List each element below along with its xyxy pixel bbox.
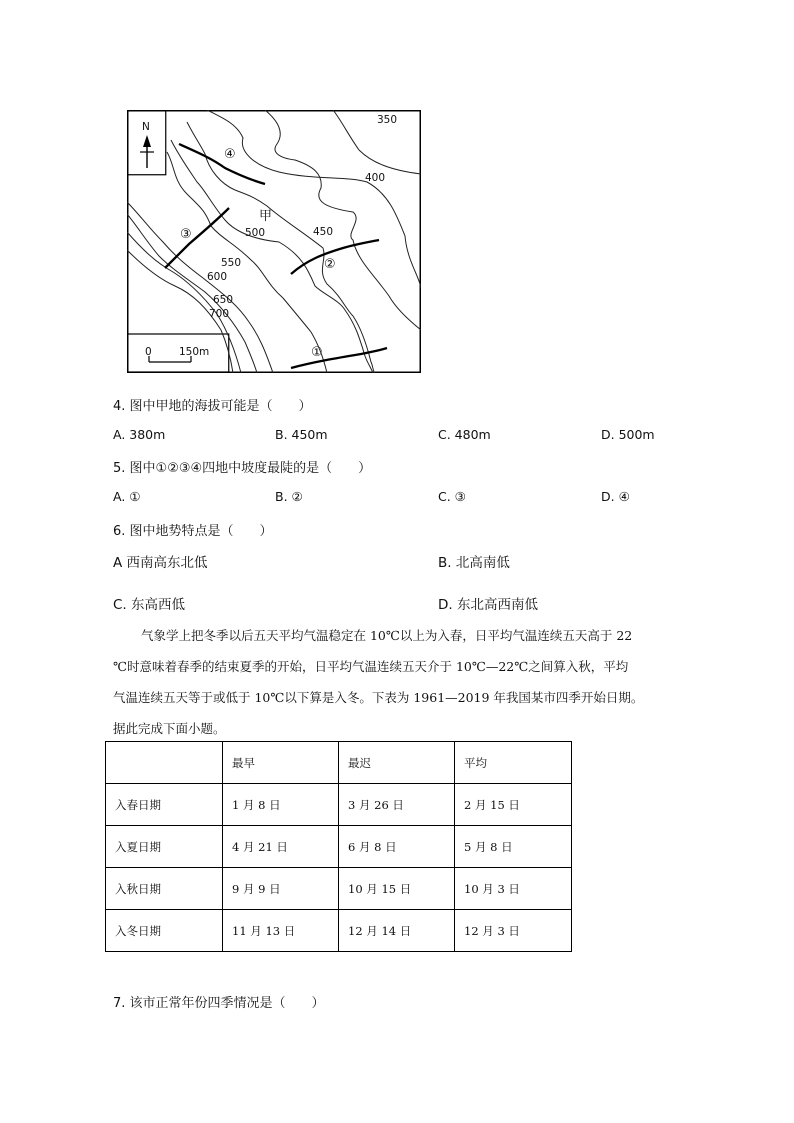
question-5-stem: 5. 图中①②③④四地中坡度最陡的是（ ）	[113, 461, 372, 476]
question-6-stem: 6. 图中地势特点是（ ）	[113, 524, 273, 539]
table-cell: 10 月 3 日	[455, 868, 572, 910]
question-4-option-c[interactable]: C. 480m	[438, 427, 491, 442]
table-cell: 12 月 14 日	[339, 910, 455, 952]
table-cell: 6 月 8 日	[339, 826, 455, 868]
table-row	[106, 910, 572, 952]
table-row	[106, 868, 572, 910]
question-5-option-b[interactable]: B. ②	[275, 489, 303, 504]
passage-line-4: 据此完成下面小题。	[113, 721, 226, 736]
table-row	[106, 826, 572, 868]
contour-label-500: 500	[245, 227, 266, 239]
table-header-row	[106, 742, 572, 784]
table-cell: 9 月 9 日	[223, 868, 339, 910]
question-4-stem: 4. 图中甲地的海拔可能是（ ）	[113, 399, 312, 414]
table-cell: 入秋日期	[106, 868, 223, 910]
question-4-option-a[interactable]: A. 380m	[113, 427, 166, 442]
table-cell: 1 月 8 日	[223, 784, 339, 826]
question-6-option-b[interactable]: B. 北高南低	[438, 555, 510, 571]
contour-label-350: 350	[377, 114, 398, 126]
passage-line-3: 气温连续五天等于或低于 10℃以下算是入冬。下表为 1961—2019 年我国某市四季开始日期。	[113, 690, 644, 705]
passage	[113, 620, 683, 744]
contour-label-600: 600	[207, 271, 228, 283]
question-5-option-d[interactable]: D. ④	[601, 489, 630, 504]
passage-line-1: 气象学上把冬季以后五天平均气温稳定在 10℃以上为入春，日平均气温连续五天高于 22	[141, 628, 633, 643]
question-7-stem: 7. 该市正常年份四季情况是（ ）	[113, 996, 325, 1011]
marker-1: ①	[311, 345, 323, 360]
table-cell: 4 月 21 日	[223, 826, 339, 868]
marker-4: ④	[224, 147, 236, 162]
season-table	[105, 741, 572, 952]
table-cell: 入春日期	[106, 784, 223, 826]
contour-label-400: 400	[365, 172, 386, 184]
table-header-cell	[106, 742, 223, 784]
passage-line-2: ℃时意味着春季的结束夏季的开始，日平均气温连续五天介于 10℃—22℃之间算入秋，平均	[113, 659, 629, 674]
contour-label-700: 700	[209, 308, 230, 320]
question-4-option-b[interactable]: B. 450m	[275, 427, 328, 442]
question-6-option-c[interactable]: C. 东高西低	[113, 597, 186, 613]
table-cell: 2 月 15 日	[455, 784, 572, 826]
marker-2: ②	[324, 257, 336, 272]
contour-label-450: 450	[313, 226, 334, 238]
table-header-cell: 最迟	[339, 742, 455, 784]
question-6-option-d[interactable]: D. 东北高西南低	[438, 597, 538, 613]
contour-label-650: 650	[213, 294, 234, 306]
question-5-option-a[interactable]: A. ①	[113, 489, 141, 504]
table-cell: 5 月 8 日	[455, 826, 572, 868]
table-cell: 12 月 3 日	[455, 910, 572, 952]
question-4-option-d[interactable]: D. 500m	[601, 427, 655, 442]
table-cell: 11 月 13 日	[223, 910, 339, 952]
contour-label-550: 550	[221, 257, 242, 269]
table-row	[106, 784, 572, 826]
place-label-jia: 甲	[259, 209, 273, 224]
table-cell: 入夏日期	[106, 826, 223, 868]
contour-map	[127, 110, 421, 373]
north-label: N	[142, 121, 150, 133]
table-header-cell: 平均	[455, 742, 572, 784]
scale-zero-label: 0	[145, 346, 152, 358]
table-cell: 入冬日期	[106, 910, 223, 952]
question-5-option-c[interactable]: C. ③	[438, 489, 466, 504]
table-cell: 3 月 26 日	[339, 784, 455, 826]
question-6-option-a[interactable]: A 西南高东北低	[113, 555, 208, 571]
table-cell: 10 月 15 日	[339, 868, 455, 910]
table-header-cell: 最早	[223, 742, 339, 784]
marker-3: ③	[180, 227, 192, 242]
scale-label: 150m	[179, 346, 210, 358]
